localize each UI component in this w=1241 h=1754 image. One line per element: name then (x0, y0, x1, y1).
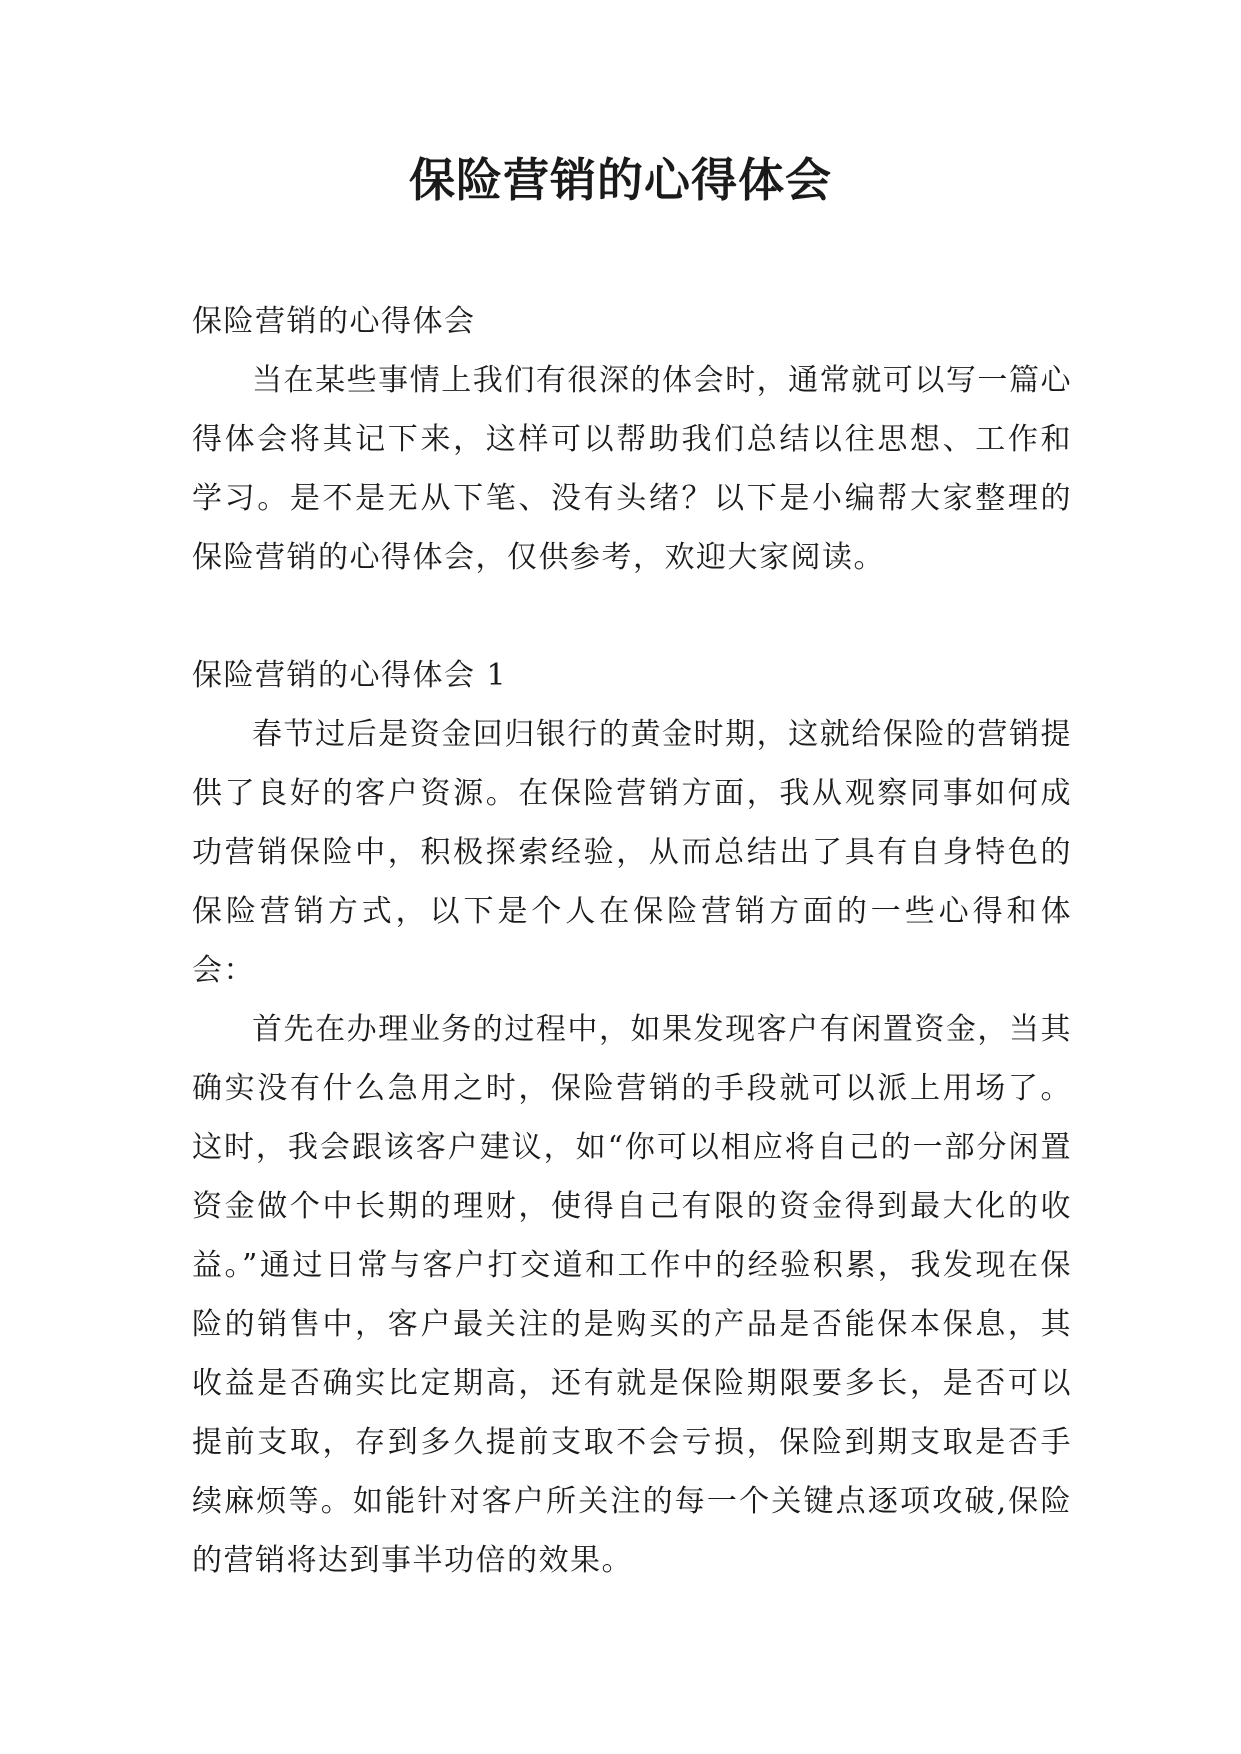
section-1-heading: 保险营销的心得体会 1 (192, 658, 508, 693)
intro-heading: 保险营销的心得体会 (192, 304, 476, 339)
document-title: 保险营销的心得体会 (409, 153, 832, 207)
section-1-paragraph-2: 首先在办理业务的过程中，如果发现客户有闲置资金，当其确实没有什么急用之时，保险营销的手段就可以派上用场了。这时，我会跟该客户建议，如“你可以相应将自己的一部分闲置资金做个中长期的理财，使得自己有限的资金得到最大化的收益。”通过日常与客户打交道和工作中的经验积累，我发现在保险的销售中，客户最关注的是购买的产品是否能保本保息，其收益是否确实比定期高，还有就是保险期限要多长，是否可以提前支取，存到多久提前支取不会亏损，保险到期支取是否手续麻烦等。如能针对客户所关注的每一个关键点逐项攻破,保险的营销将达到事半功倍的效果。 (192, 1012, 1072, 1578)
document-body (192, 292, 1072, 1590)
intro-paragraph: 当在某些事情上我们有很深的体会时，通常就可以写一篇心得体会将其记下来，这样可以帮助我们总结以往思想、工作和学习。是不是无从下笔、没有头绪？以下是小编帮大家整理的保险营销的心得体会，仅供参考，欢迎大家阅读。 (192, 363, 1072, 575)
section-spacer (192, 587, 1072, 646)
section-1-paragraph-1: 春节过后是资金回归银行的黄金时期，这就给保险的营销提供了良好的客户资源。在保险营销方面，我从观察同事如何成功营销保险中，积极探索经验，从而总结出了具有自身特色的保险营销方式，以下是个人在保险营销方面的一些心得和体会： (192, 717, 1072, 988)
